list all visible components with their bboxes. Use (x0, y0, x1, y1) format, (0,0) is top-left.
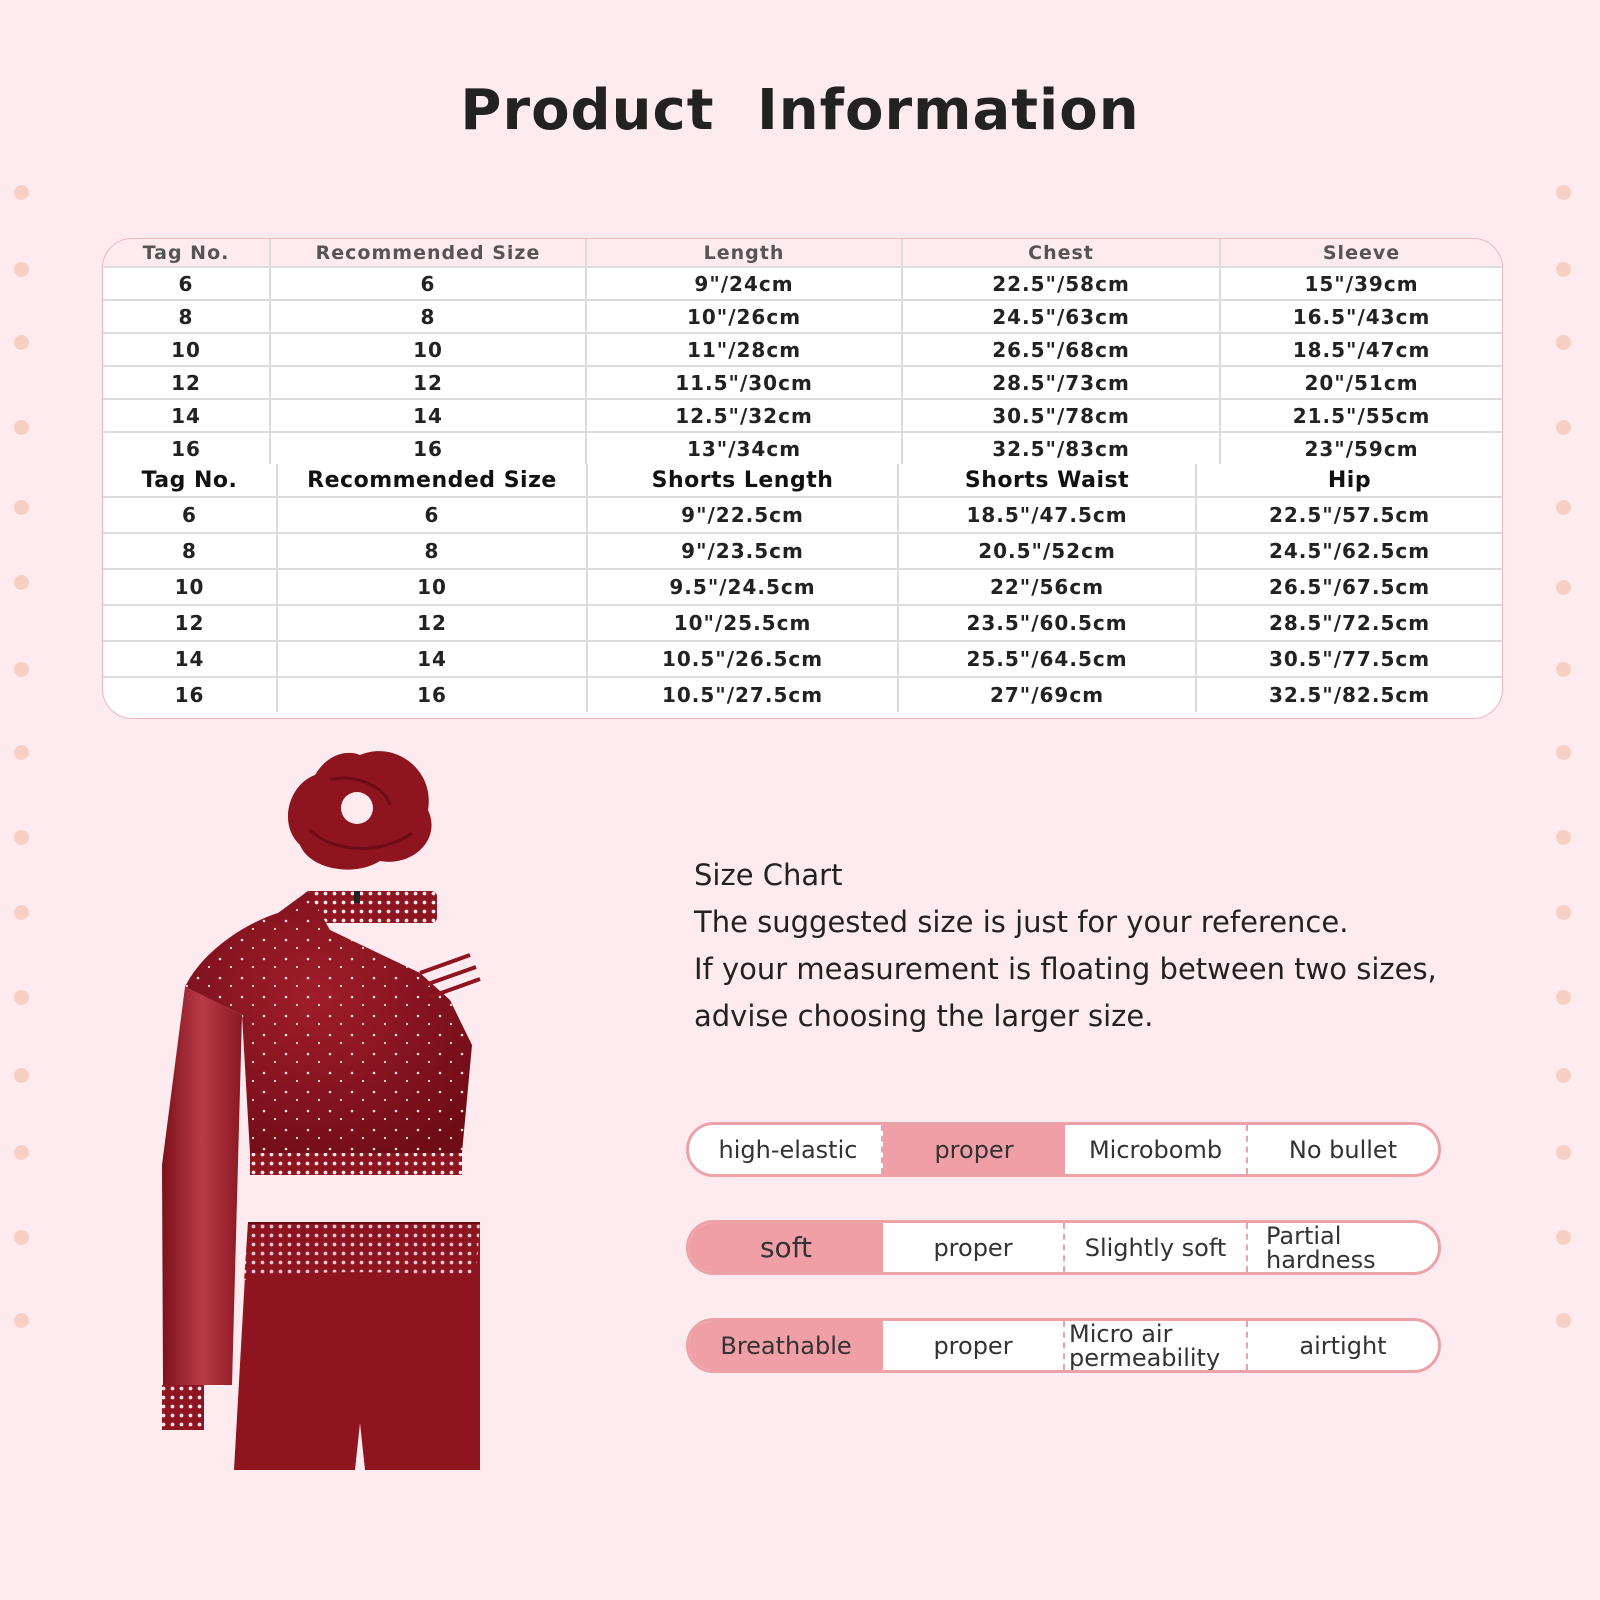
table-cell: 9"/24cm (586, 267, 902, 300)
scrunchie (288, 751, 432, 870)
decorative-dot (1556, 500, 1571, 515)
scale-option-selected: proper (883, 1125, 1065, 1174)
table-cell: 8 (103, 533, 277, 569)
decorative-dot (1556, 420, 1571, 435)
table-cell: 6 (277, 497, 587, 533)
decorative-dot (14, 500, 29, 515)
decorative-dot (1556, 830, 1571, 845)
scale-option: proper (883, 1223, 1065, 1272)
size-notes (694, 852, 1494, 1040)
table-header-row (103, 239, 1502, 267)
size-chart-heading: Size Chart (694, 858, 843, 892)
size-note-line: advise choosing the larger size. (694, 999, 1154, 1033)
decorative-dot (1556, 580, 1571, 595)
table-cell: 14 (277, 641, 587, 677)
table-row (103, 497, 1502, 533)
table-cell: 10 (103, 333, 270, 366)
decorative-dot (1556, 905, 1571, 920)
table-cell: 6 (103, 267, 270, 300)
table-cell: 24.5"/63cm (902, 300, 1220, 333)
table-cell: 6 (103, 497, 277, 533)
table-cell: 18.5"/47.5cm (898, 497, 1196, 533)
table-cell: 12 (277, 605, 587, 641)
table-cell: 23"/59cm (1304, 436, 1419, 461)
header-shorts-length: Shorts Length (587, 464, 898, 497)
table-cell: 11"/28cm (586, 333, 902, 366)
decorative-dot (14, 575, 29, 590)
scale-option: Partial hardness (1266, 1221, 1376, 1274)
table-cell: 10"/26cm (586, 300, 902, 333)
header-recommended-size: Recommended Size (277, 464, 587, 497)
scale-option: airtight (1299, 1331, 1387, 1360)
top-size-table (103, 239, 1502, 464)
table-cell: 21.5"/55cm (1220, 399, 1502, 432)
decorative-dot (14, 262, 29, 277)
table-row (103, 605, 1502, 641)
table-cell: 16.5"/43cm (1220, 300, 1502, 333)
table-cell: 8 (103, 300, 270, 333)
scale-option: Micro air permeability (1065, 1321, 1248, 1370)
decorative-dot (1556, 185, 1571, 200)
decorative-dot (1556, 335, 1571, 350)
table-cell: 12 (270, 366, 586, 399)
table-cell: 16 (277, 677, 587, 712)
table-cell: 24.5"/62.5cm (1196, 533, 1502, 569)
header-recommended-size: Recommended Size (270, 239, 586, 267)
table-cell: 10 (277, 569, 587, 605)
breathability-scale (686, 1318, 1441, 1373)
table-cell: 14 (103, 641, 277, 677)
decorative-dots-right (1556, 0, 1586, 1600)
table-cell: 8 (270, 300, 586, 333)
table-cell: 30.5"/77.5cm (1196, 641, 1502, 677)
table-cell: 9.5"/24.5cm (587, 569, 898, 605)
table-cell: 32.5"/83cm (902, 432, 1220, 464)
table-cell: 27"/69cm (898, 677, 1196, 712)
table-row (103, 399, 1502, 432)
header-sleeve: Sleeve (1220, 239, 1502, 267)
table-cell: 12.5"/32cm (586, 399, 902, 432)
table-row (103, 432, 1502, 464)
decorative-dot (1556, 990, 1571, 1005)
decorative-dot (14, 662, 29, 677)
table-cell: 25.5"/64.5cm (898, 641, 1196, 677)
size-note-line: The suggested size is just for your reference. (694, 905, 1349, 939)
header-tag-no: Tag No. (103, 464, 277, 497)
header-hip: Hip (1196, 464, 1502, 497)
table-cell: 22.5"/57.5cm (1196, 497, 1502, 533)
decorative-dot (1556, 262, 1571, 277)
scale-option: proper (883, 1321, 1065, 1370)
table-cell: 16 (103, 677, 277, 712)
table-cell: 22.5"/58cm (902, 267, 1220, 300)
dance-outfit-image (150, 745, 510, 1490)
table-cell: 14 (103, 399, 270, 432)
decorative-dot (14, 1230, 29, 1245)
table-cell: 10.5"/26.5cm (587, 641, 898, 677)
header-tag-no: Tag No. (103, 239, 270, 267)
decorative-dot (14, 1313, 29, 1328)
table-cell: 20"/51cm (1220, 366, 1502, 399)
shorts (234, 1223, 480, 1470)
bottom-size-table (103, 464, 1502, 712)
page-title: Product Information (460, 78, 1140, 143)
table-row (103, 267, 1502, 300)
mesh-sleeve (162, 987, 242, 1430)
table-cell: 8 (277, 533, 587, 569)
decorative-dot (1556, 1313, 1571, 1328)
elasticity-scale (686, 1122, 1441, 1177)
scale-option-selected: Breathable (689, 1321, 883, 1370)
table-row (103, 300, 1502, 333)
table-row (103, 533, 1502, 569)
decorative-dot (1556, 1230, 1571, 1245)
scale-option: Slightly soft (1065, 1223, 1248, 1272)
table-cell: 10.5"/27.5cm (587, 677, 898, 712)
size-note-line: If your measurement is floating between two sizes, (694, 952, 1437, 986)
decorative-dot (14, 335, 29, 350)
header-shorts-waist: Shorts Waist (898, 464, 1196, 497)
decorative-dot (14, 420, 29, 435)
table-cell: 6 (270, 267, 586, 300)
decorative-dot (14, 830, 29, 845)
table-cell: 23.5"/60.5cm (898, 605, 1196, 641)
table-cell: 28.5"/73cm (902, 366, 1220, 399)
decorative-dot (14, 185, 29, 200)
scale-option: Microbomb (1065, 1125, 1248, 1174)
table-cell: 11.5"/30cm (586, 366, 902, 399)
decorative-dot (14, 905, 29, 920)
table-cell: 16 (103, 432, 270, 464)
table-cell: 15"/39cm (1220, 267, 1502, 300)
decorative-dot (14, 745, 29, 760)
softness-scale (686, 1220, 1441, 1275)
decorative-dots-left (14, 0, 44, 1600)
table-cell: 16 (270, 432, 586, 464)
table-cell: 26.5"/68cm (902, 333, 1220, 366)
decorative-dot (1556, 662, 1571, 677)
table-cell: 12 (103, 605, 277, 641)
choker (304, 891, 437, 923)
table-cell: 28.5"/72.5cm (1196, 605, 1502, 641)
decorative-dot (1556, 745, 1571, 760)
table-cell: 10 (103, 569, 277, 605)
header-chest: Chest (902, 239, 1220, 267)
table-cell: 13"/34cm (586, 432, 902, 464)
table-row (103, 641, 1502, 677)
size-table-card (102, 238, 1503, 719)
table-cell: 30.5"/78cm (902, 399, 1220, 432)
table-row (103, 333, 1502, 366)
table-row (103, 569, 1502, 605)
decorative-dot (14, 990, 29, 1005)
table-cell: 20.5"/52cm (898, 533, 1196, 569)
table-row (103, 366, 1502, 399)
scale-option: No bullet (1288, 1135, 1398, 1164)
table-row (103, 677, 1502, 712)
header-length: Length (586, 239, 902, 267)
decorative-dot (14, 1145, 29, 1160)
table-header-row (103, 464, 1502, 497)
decorative-dot (14, 1068, 29, 1083)
table-cell: 9"/22.5cm (587, 497, 898, 533)
scale-option-selected: soft (689, 1223, 883, 1272)
decorative-dot (1556, 1145, 1571, 1160)
table-cell: 10 (270, 333, 586, 366)
table-cell: 26.5"/67.5cm (1196, 569, 1502, 605)
table-cell: 9"/23.5cm (587, 533, 898, 569)
table-cell: 18.5"/47cm (1220, 333, 1502, 366)
table-cell: 32.5"/82.5cm (1268, 683, 1431, 707)
table-cell: 22"/56cm (898, 569, 1196, 605)
table-cell: 10"/25.5cm (587, 605, 898, 641)
scale-option: high-elastic (689, 1125, 883, 1174)
decorative-dot (1556, 1068, 1571, 1083)
table-cell: 14 (270, 399, 586, 432)
table-cell: 12 (103, 366, 270, 399)
